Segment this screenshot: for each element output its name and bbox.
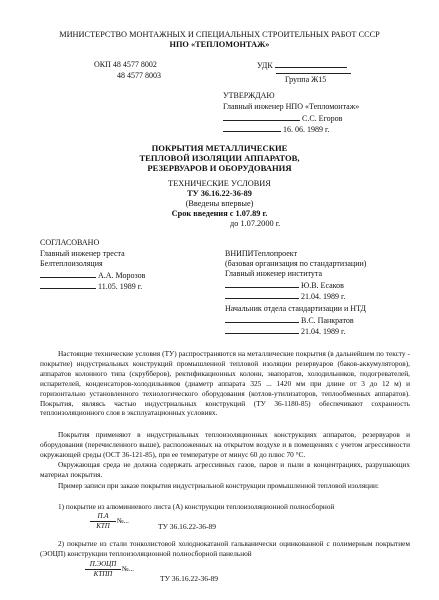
- approve-sign-blank: [223, 113, 300, 121]
- approve-signature-line: [223, 113, 342, 123]
- ministry-title: МИНИСТЕРСТВО МОНТАЖНЫХ И СПЕЦИАЛЬНЫХ СТРОИТЕЛЬНЫХ РАБОТ СССР: [59, 30, 380, 39]
- approve-date: 16. 06. 1989 г.: [283, 125, 330, 134]
- agreed-left-date-line: [40, 281, 142, 291]
- agreed-right-sign-blank: [225, 280, 299, 288]
- agreed-right-org-1: ВНИПИТеплопроект: [225, 249, 298, 258]
- udk-text: УДК: [257, 61, 273, 70]
- doc-title-line-2: ТЕПЛОВОЙ ИЗОЛЯЦИИ АППАРАТОВ,: [139, 153, 300, 163]
- formula-2-tail: №...: [122, 565, 134, 573]
- doc-term: Срок введения с 1.07.89 г.: [171, 209, 268, 218]
- agreed-title: СОГЛАСОВАНО: [40, 238, 100, 247]
- body-paragraph-1: Настоящие технические условия (ТУ) распространяются на металлические покрытия (в дальнейшем по тексту - покрытие) индустриальных конструкций промышленной тепловой изоляции резервуаров (баков-аккумуляторов), аппаратов колонного типа (скрубберов), ректификационных колонн, эвапоратов, холодильников, подогревателей, испарителей, конденсаторов-холодильников (диаметр аппарата 325 ... 1420 мм при длине от 3 до 12 м) и горизонтально установленного технологического оборудования (котлов-утилизаторов, теплообменных аппаратов). Покрытия, являясь частью индустриальных конструкций (ТУ 36-1180-85) обеспечивают сохранность теплоизоляционного слоя в эксплуатационных условиях.: [40, 349, 410, 418]
- doc-type: ТЕХНИЧЕСКИЕ УСЛОВИЯ: [168, 179, 271, 188]
- agreed-right-date: 21.04. 1989 г.: [301, 292, 346, 301]
- agreed-right-sign-line: [225, 280, 344, 290]
- doc-title-line-1: ПОКРЫТИЯ МЕТАЛЛИЧЕСКИЕ: [151, 143, 288, 153]
- approve-name: С.С. Егоров: [302, 114, 343, 123]
- agreed-right-position: Главный инженер института: [225, 269, 323, 278]
- okp-code-1: ОКП 48 4577 8002: [94, 60, 157, 69]
- body-paragraph-6: 2) покрытие из стали тонколистовой холоднокатаной гальванически оцинкованной с полимерным покрытием (ЭОЦП) конструкции теплоизоляционной полносборной панельной: [40, 539, 410, 558]
- group-label: Группа Ж15: [285, 75, 327, 84]
- body-paragraph-5: 1) покрытие из алюминиевого листа (А) конструкции теплоизоляционной полносборной: [58, 502, 335, 511]
- agreed-std-date-blank: [225, 326, 299, 334]
- body-paragraph-4: Пример записи при заказе покрытия индустриальной конструкции промышленной тепловой изоляции:: [58, 481, 379, 490]
- agreed-std-date: 21.04. 1989 г.: [301, 327, 346, 336]
- agreed-right-date-blank: [225, 291, 299, 299]
- agreed-left-position-2: Белтеплоизоляция: [40, 259, 103, 268]
- agreed-right-name: Ю.В. Есаков: [301, 281, 344, 290]
- formula-2-denominator: КТПП: [93, 570, 113, 578]
- approve-title: УТВЕРЖДАЮ: [223, 91, 275, 100]
- agreed-right-org-2: (базовая организация по стандартизации): [225, 259, 367, 268]
- agreed-left-date: 11.05. 1989 г.: [98, 282, 143, 291]
- agreed-std-name: В.С. Панкратов: [301, 316, 354, 325]
- doc-note: (Введены впервые): [185, 199, 254, 208]
- agreed-left-name: А.А. Морозов: [98, 271, 146, 280]
- spec-2: ТУ 36.16.22-36-89: [160, 574, 219, 583]
- agreed-left-position-1: Главный инженер треста: [40, 249, 125, 258]
- org-title: НПО «ТЕПЛОМОНТАЖ»: [169, 40, 270, 49]
- udk-label: [257, 60, 347, 70]
- approve-date-blank: [223, 124, 281, 132]
- udk-spacer: [257, 66, 347, 67]
- agreed-std-sign-blank: [225, 315, 299, 323]
- formula-2-numerator: П.ЭОЦП: [89, 560, 117, 568]
- agreed-left-date-blank: [40, 281, 96, 289]
- formula-1-numerator: П.А: [97, 512, 109, 520]
- group-rule: [276, 73, 351, 74]
- approve-position: Главный инженер НПО «Тепломонтаж»: [223, 102, 360, 111]
- doc-code: ТУ 36.16.22-36-89: [187, 189, 252, 198]
- agreed-left-sign-line: [40, 270, 145, 280]
- formula-1-denominator: КТП: [96, 522, 110, 530]
- spec-1: ТУ 36.16.22-36-89: [158, 522, 217, 531]
- doc-title-line-3: РЕЗЕРВУАРОВ И ОБОРУДОВАНИЯ: [147, 163, 292, 173]
- agreed-left-sign-blank: [40, 270, 96, 278]
- agreed-std-sign-line: [225, 315, 354, 325]
- agreed-std-position: Начальник отдела стандартизации и НТД: [225, 304, 366, 313]
- body-paragraph-2: Покрытия применяют в индустриальных теплоизоляционных конструкциях аппаратов, резервуаров и оборудования (перечисленного выше), расположенных на открытом воздухе и в помещениях с учетом агрессивности окружающей среды (ОСТ 36-121-85), при ее температуре от минус 60 до плюс 70 °С.: [40, 430, 410, 459]
- formula-1-tail: №...: [117, 517, 129, 525]
- agreed-right-date-line: [225, 291, 345, 301]
- approve-date-line: [223, 124, 329, 134]
- body-paragraph-3: Окружающая среда не должна содержать агрессивных газов, паров и пыли в концентрациях, разрушающих материал покрытия.: [40, 460, 410, 479]
- doc-term-to: до 1.07.2000 г.: [230, 219, 281, 228]
- agreed-std-date-line: [225, 326, 345, 336]
- okp-code-2: 48 4577 8003: [117, 71, 161, 80]
